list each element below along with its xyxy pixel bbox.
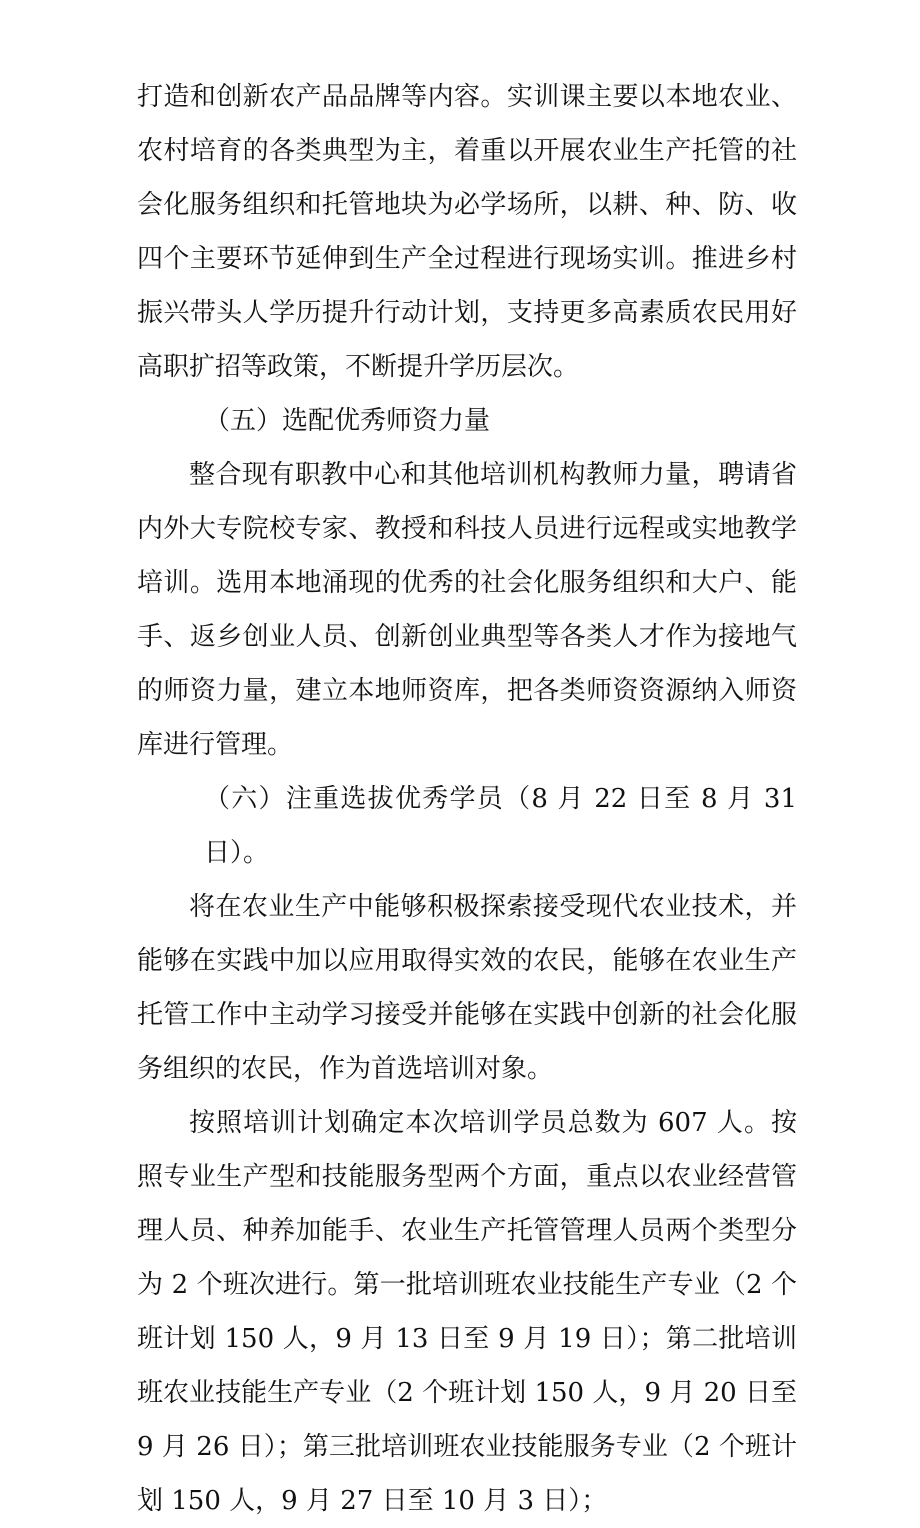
paragraph-teachers: 整合现有职教中心和其他培训机构教师力量，聘请省内外大专院校专家、教授和科技人员进行远程或实地教学培训。选用本地涌现的优秀的社会化服务组织和大户、能手、返乡创业人员、创新创业典型等各类人才作为接地气的师资力量，建立本地师资库，把各类师资资源纳入师资库进行管理。	[137, 460, 797, 760]
paragraph-continued: 打造和创新农产品品牌等内容。实训课主要以本地农业、农村培育的各类典型为主，着重以开展农业生产托管的社会化服务组织和托管地块为必学场所，以耕、种、防、收四个主要环节延伸到生产全过程进行现场实训。推进乡村振兴带头人学历提升行动计划，支持更多高素质农民用好高职扩招等政策，不断提升学历层次。	[137, 82, 797, 382]
section-heading-6: （六）注重选拔优秀学员（8 月 22 日至 8 月 31 日）。	[204, 784, 797, 868]
paragraph-training-plan: 按照培训计划确定本次培训学员总数为 607 人。按照专业生产型和技能服务型两个方面，重点以农业经营管理人员、种养加能手、农业生产托管管理人员两个类型分为 2 个班次进行。第一批培训班农业技能生产专业（2 个班计划 150 人，9 月 13 日至 9 月 19 日）；第二批培训班农业技能生产专业（2 个班计划 150 人，9 月 20 日至 9 月 26 日）；第三批培训班农业技能服务专业（2 个班计划 150 人，9 月 27 日至 10 月 3 日）；	[137, 1108, 797, 1516]
document-body	[137, 70, 797, 1528]
section-heading-5: （五）选配优秀师资力量	[204, 406, 491, 436]
paragraph-trainee-selection: 将在农业生产中能够积极探索接受现代农业技术，并能够在实践中加以应用取得实效的农民，能够在农业生产托管工作中主动学习接受并能够在实践中创新的社会化服务组织的农民，作为首选培训对象。	[137, 892, 797, 1084]
